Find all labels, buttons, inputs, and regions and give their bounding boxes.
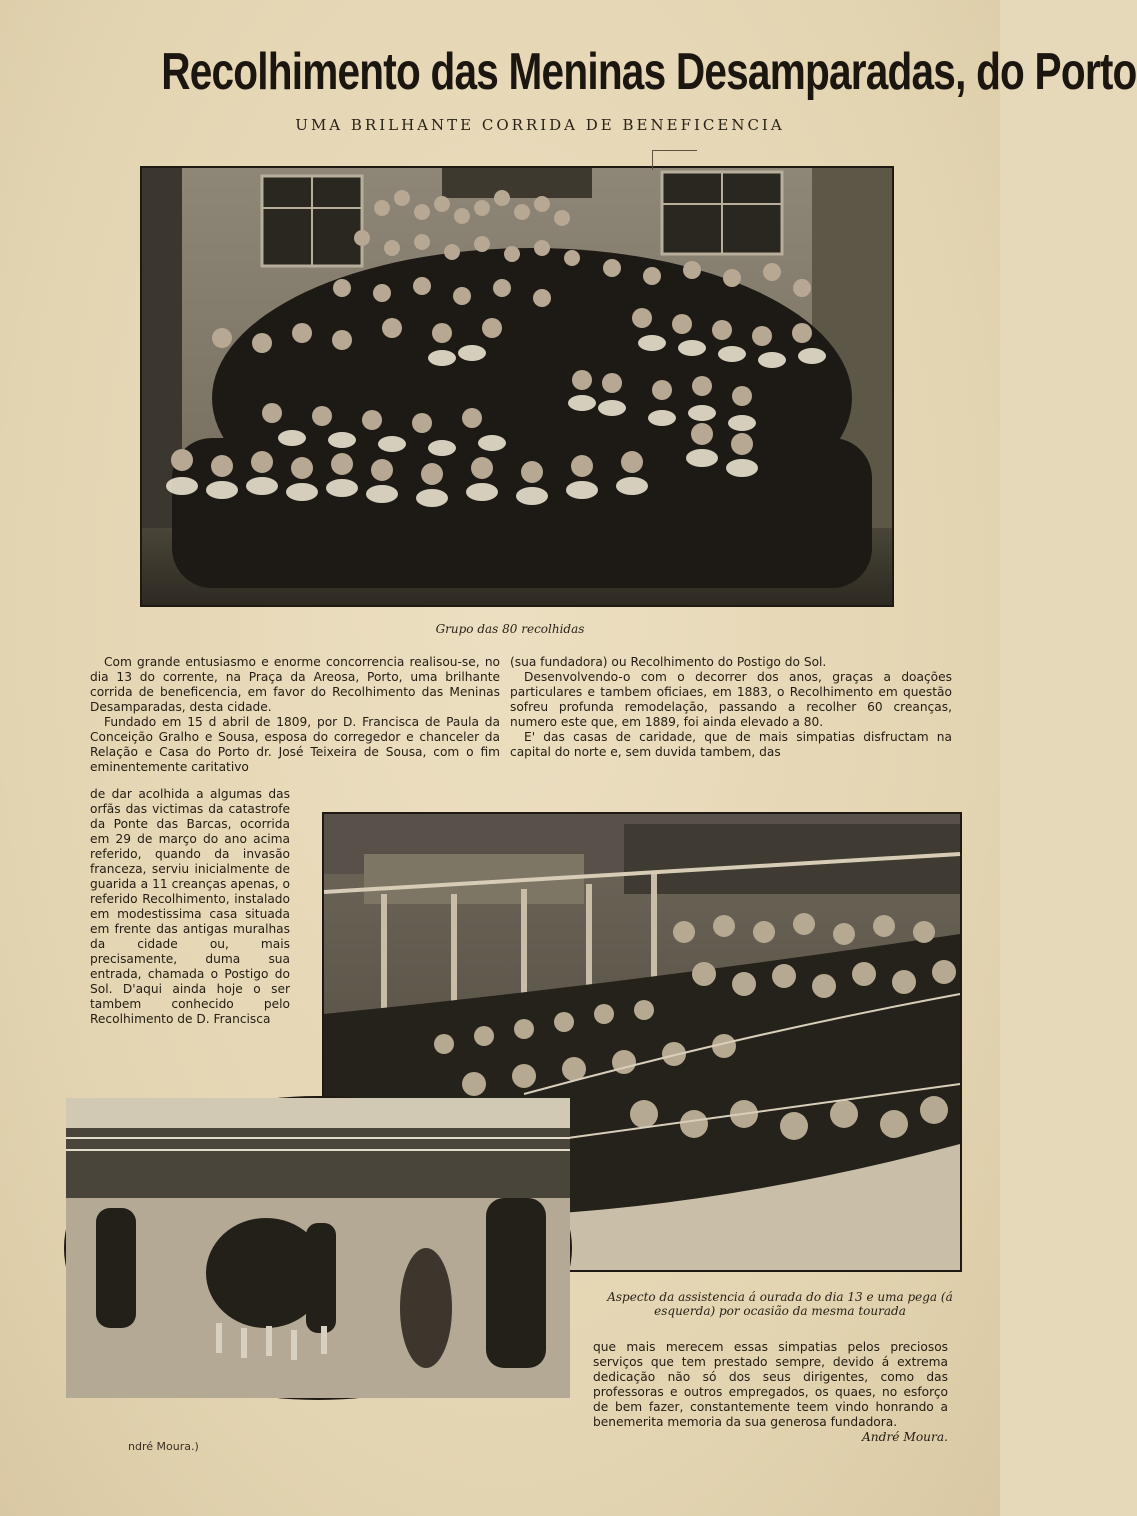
- audience-photo-caption: Aspecto da assistencia á ourada do dia 13 e uma pega (á esquerda) por ocasião da mesma tourada: [607, 1290, 953, 1318]
- article-paragraph: Fundado em 15 d abril de 1809, por D. Francisca de Paula da Conceição Gralho e Sousa, esposa do corregedor e chanceler da Relação e Casa do Porto dr. José Teixeira de Sousa, com o fim eminentemente caritativo: [90, 715, 500, 774]
- group-photo-caption: Grupo das 80 recolhidas: [435, 622, 585, 636]
- article-title: Recolhimento das Meninas Desamparadas, do Porto: [161, 43, 1137, 101]
- article-paragraph: Com grande entusiasmo e enorme concorrencia realisou-se, no dia 13 do corrente, na Praça da Areosa, Porto, uma brilhante corrida de beneficencia, em favor do Recolhimento das Meninas Desamparadas, desta cidade.: [90, 655, 500, 714]
- photo-credit: ndré Moura.): [128, 1440, 199, 1453]
- article-subtitle: UMA BRILHANTE CORRIDA DE BENEFICENCIA: [295, 116, 785, 134]
- pega-photo: [64, 1096, 572, 1400]
- article-column-left: [90, 655, 500, 775]
- article-paragraph: E' das casas de caridade, que de mais simpatias disfructam na capital do norte e, sem duvida tambem, das: [510, 730, 952, 759]
- article-paragraph: que mais merecem essas simpatias pelos preciosos serviços que tem prestado sempre, devido á extrema dedicação não só dos seus dirigentes, como das professoras e outros empregados, os quaes, no esforço de bem fazer, constantemente teem vindo honrando a benemerita memoria da sua generosa fundadora.: [593, 1340, 948, 1429]
- group-photo: [140, 166, 894, 607]
- decorative-rule: [652, 150, 653, 170]
- article-paragraph: Desenvolvendo-o com o decorrer dos anos, graças a doações particulares e tambem oficiaes, em 1883, o Recolhimento em questão sofreu profunda remodelação, passando a recolher 60 creanças, numero este que, em 1889, foi ainda elevado a 80.: [510, 670, 952, 729]
- article-column-right: [510, 655, 952, 760]
- decorative-rule: [652, 150, 697, 151]
- article-paragraph: de dar acolhida a algumas das orfãs das victimas da catastrofe da Ponte das Barcas, ocorrida em 29 de março do ano acima referido, quando da invasão franceza, serviu inicialmente de guarida a 11 creanças apenas, o referido Recolhimento, instalado em modestissima casa situada em frente das antigas muralhas da cidade ou, mais precisamente, duma sua entrada, chamada o Postigo do Sol. D'aqui ainda hoje o ser tambem conhecido pelo Recolhimento de D. Francisca: [90, 787, 290, 1026]
- article-paragraph: (sua fundadora) ou Recolhimento do Postigo do Sol.: [510, 655, 827, 669]
- author-byline: André Moura.: [862, 1430, 948, 1444]
- article-column-bottom: [593, 1340, 948, 1445]
- article-column-left-narrow: [90, 787, 290, 1027]
